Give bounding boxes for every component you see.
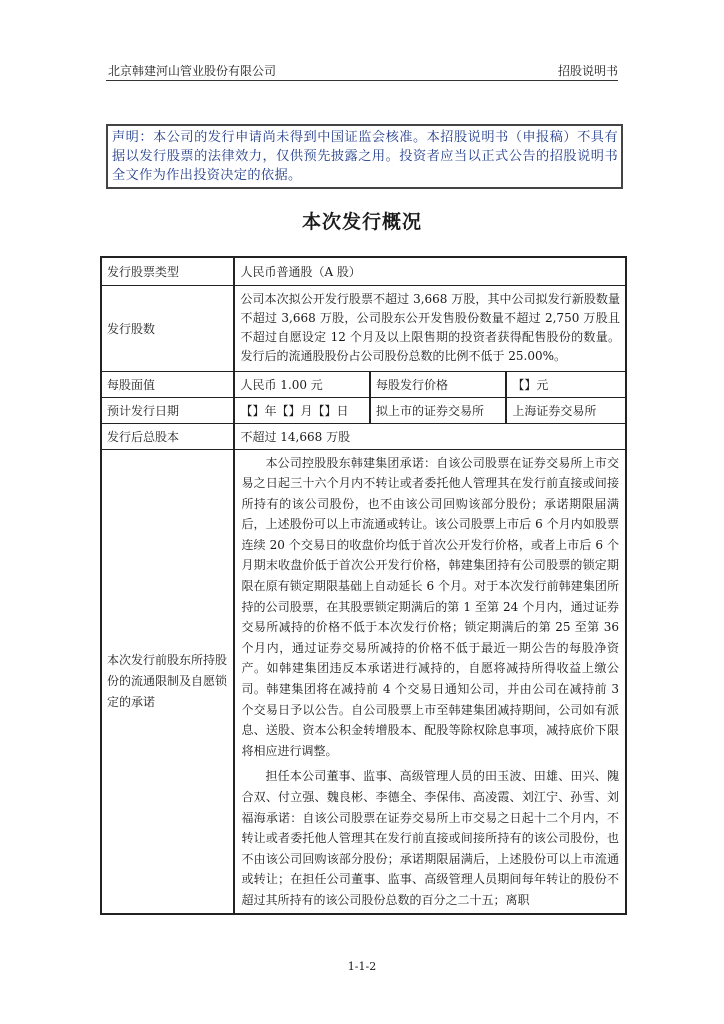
total-shares-value: 不超过 14,668 万股 (234, 423, 626, 449)
exchange-label: 拟上市的证券交易所 (370, 397, 506, 423)
offering-overview-table (100, 256, 627, 915)
total-shares-label: 发行后总股本 (101, 423, 234, 449)
lockup-paragraph-directors: 担任本公司董事、监事、高级管理人员的田玉波、田雄、田兴、隗合双、付立强、魏良彬、李德全、李保伟、高凌霞、刘江宁、孙雪、刘福海承诺：自该公司股票在证券交易所上市交易之日起十二个月内，不转让或者委托他人管理其在发行前直接或间接所持有的该公司股份，也不由该公司回购该部分股份；承诺期限届满后，上述股份可以上市流通或转让；在担任公司董事、监事、高级管理人员期间每年转让的股份不超过其所持有的该公司股份总数的百分之二十五；离职 (241, 769, 619, 907)
table-row (101, 397, 626, 423)
shares-value: 公司本次拟公开发行股票不超过 3,668 万股，其中公司拟发行新股数量不超过 3,668 万股，公司股东公开发售股份数量不超过 2,750 万股且不超过自愿设定 12 个月及以上限售期的投资者获得配售股份的数量。发行后的流通股股份占公司股份总数的比例不低于 25.00%。 (234, 285, 626, 371)
header-doc-type: 招股说明书 (557, 64, 618, 78)
stock-type-value: 人民币普通股（A 股） (234, 257, 626, 285)
exchange-value: 上海证券交易所 (506, 397, 626, 423)
header-divider (106, 80, 618, 81)
issue-date-label: 预计发行日期 (101, 397, 234, 423)
lockup-label: 本次发行前股东所持股份的流通限制及自愿锁定的承诺 (101, 449, 234, 914)
disclaimer-notice: 声明：本公司的发行申请尚未得到中国证监会核准。本招股说明书（申报稿）不具有据以发行股票的法律效力，仅供预先披露之用。投资者应当以正式公告的招股说明书全文作为作出投资决定的依据。 (106, 124, 623, 189)
lockup-paragraph-controlling-shareholder: 本公司控股股东韩建集团承诺：自该公司股票在证券交易所上市交易之日起三十六个月内不转让或者委托他人管理其在发行前直接或间接所持有的该公司股份，也不由该公司回购该部分股份；承诺期限届满后，上述股份可以上市流通或转让。该公司股票上市后 6 个月内如股票连续 20 个交易日的收盘价均低于首次公开发行价格，或者上市后 6 个月期末收盘价低于首次公开发行价格，韩建集团持有公司股票的锁定期限在原有锁定期限基础上自动延长 6 个月。对于本次发行前韩建集团所持的公司股票，在其股票锁定期满后的第 1 至第 24 个月内，通过证券交易所减持的价格不低于本次发行价格；锁定期满后的第 25 至第 36 个月内，通过证券交易所减持的价格不低于最近一期公告的每股净资产。如韩建集团违反本承诺进行减持的，自愿将减持所得收益上缴公司。韩建集团将在减持前 4 个交易日通知公司，并由公司在减持前 3 个交易日予以公告。自公司股票上市至韩建集团减持期间，公司如有派息、送股、资本公积金转增股本、配股等除权除息事项，减持底价下限将相应进行调整。 (241, 455, 619, 758)
shares-label: 发行股数 (101, 285, 234, 371)
issue-price-value: 【】元 (506, 371, 626, 397)
table-row (101, 257, 626, 285)
par-value-label: 每股面值 (101, 371, 234, 397)
page-number: 1-1-2 (347, 960, 377, 973)
issue-date-value: 【】年【】月【】日 (234, 397, 370, 423)
table-row (101, 285, 626, 371)
page-title: 本次发行概况 (301, 211, 422, 233)
header-company: 北京韩建河山管业股份有限公司 (108, 64, 277, 78)
lockup-commitments (234, 449, 626, 914)
table-row (101, 371, 626, 397)
stock-type-label: 发行股票类型 (101, 257, 234, 285)
table-row (101, 423, 626, 449)
issue-price-label: 每股发行价格 (370, 371, 506, 397)
table-row (101, 449, 626, 914)
par-value-value: 人民币 1.00 元 (234, 371, 370, 397)
